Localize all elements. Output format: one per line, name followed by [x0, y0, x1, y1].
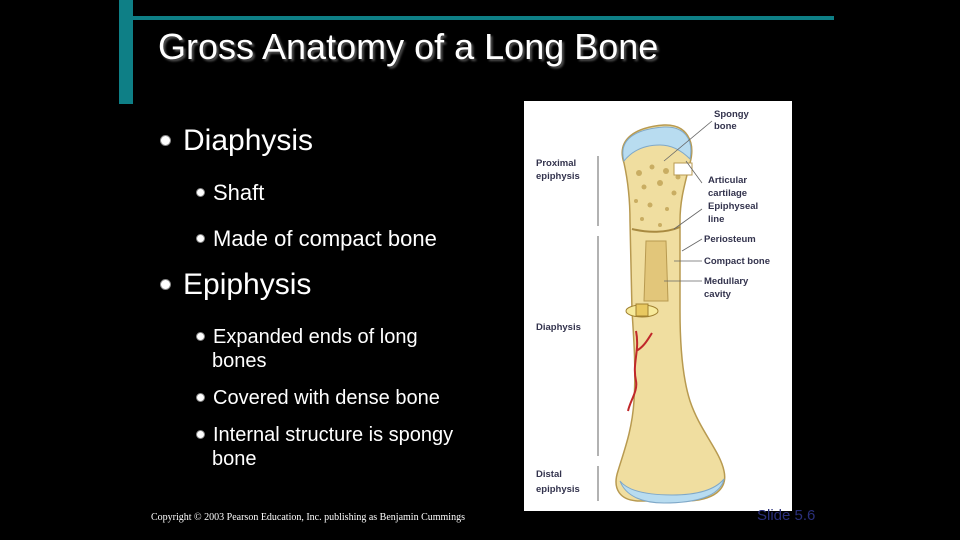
long-bone-illustration	[524, 101, 792, 511]
accent-bar-horizontal	[133, 16, 834, 20]
bullet-internal-text-2: bone	[212, 448, 257, 470]
label-proximal-1: Proximal	[536, 158, 577, 169]
bullet-internal-text-1: Internal structure is spongy	[213, 424, 454, 446]
bullet-shaft	[196, 181, 264, 205]
medullary-cavity	[644, 241, 668, 301]
bullet-dot-icon	[160, 135, 171, 146]
bullet-covered	[196, 386, 440, 410]
bullet-expanded-text-1: Expanded ends of long	[213, 326, 418, 348]
bullet-expanded	[196, 325, 418, 373]
bullet-dot-icon	[196, 188, 205, 197]
label-proximal-2: epiphysis	[536, 171, 580, 182]
copyright-text: Copyright © 2003 Pearson Education, Inc. publishing as Benjamin Cummings	[151, 512, 465, 523]
label-epiphyseal-1: Epiphyseal	[708, 201, 759, 212]
bullet-epiphysis-text: Epiphysis	[183, 268, 312, 301]
label-articular-2: cartilage	[708, 188, 748, 199]
bullet-dot-icon	[196, 234, 205, 243]
slide-title: Gross Anatomy of a Long Bone	[158, 26, 659, 67]
label-distal-2: epiphysis	[536, 484, 580, 495]
long-bone-svg	[524, 101, 792, 511]
label-medullary-2: cavity	[704, 289, 731, 300]
label-epiphyseal-2: line	[708, 214, 725, 225]
label-medullary-1: Medullary	[704, 276, 749, 287]
bullet-dot-icon	[160, 279, 171, 290]
label-spongy-1: Spongy	[714, 109, 749, 120]
bullet-diaphysis	[160, 124, 313, 158]
bullet-covered-text: Covered with dense bone	[213, 387, 440, 409]
label-periosteum: Periosteum	[704, 234, 756, 245]
label-diaphysis: Diaphysis	[536, 322, 581, 333]
label-distal-1: Distal	[536, 469, 562, 480]
bullet-dot-icon	[196, 332, 205, 341]
slide-number: Slide 5.6	[757, 507, 816, 524]
bullet-epiphysis	[160, 268, 311, 302]
bullet-compact-text: Made of compact bone	[213, 226, 437, 251]
label-articular-1: Articular	[708, 175, 748, 186]
bullet-dot-icon	[196, 393, 205, 402]
accent-bar-vertical	[119, 0, 133, 104]
bullet-diaphysis-text: Diaphysis	[183, 124, 314, 157]
label-spongy-2: bone	[714, 121, 737, 132]
bullet-compact	[196, 227, 437, 251]
cut-notch	[674, 163, 692, 175]
label-compact-bone: Compact bone	[704, 256, 770, 267]
bullet-dot-icon	[196, 430, 205, 439]
bullet-internal	[196, 423, 453, 471]
cut-shaft-core	[636, 304, 648, 316]
bullet-expanded-text-2: bones	[212, 350, 267, 372]
bullet-shaft-text: Shaft	[213, 180, 265, 205]
